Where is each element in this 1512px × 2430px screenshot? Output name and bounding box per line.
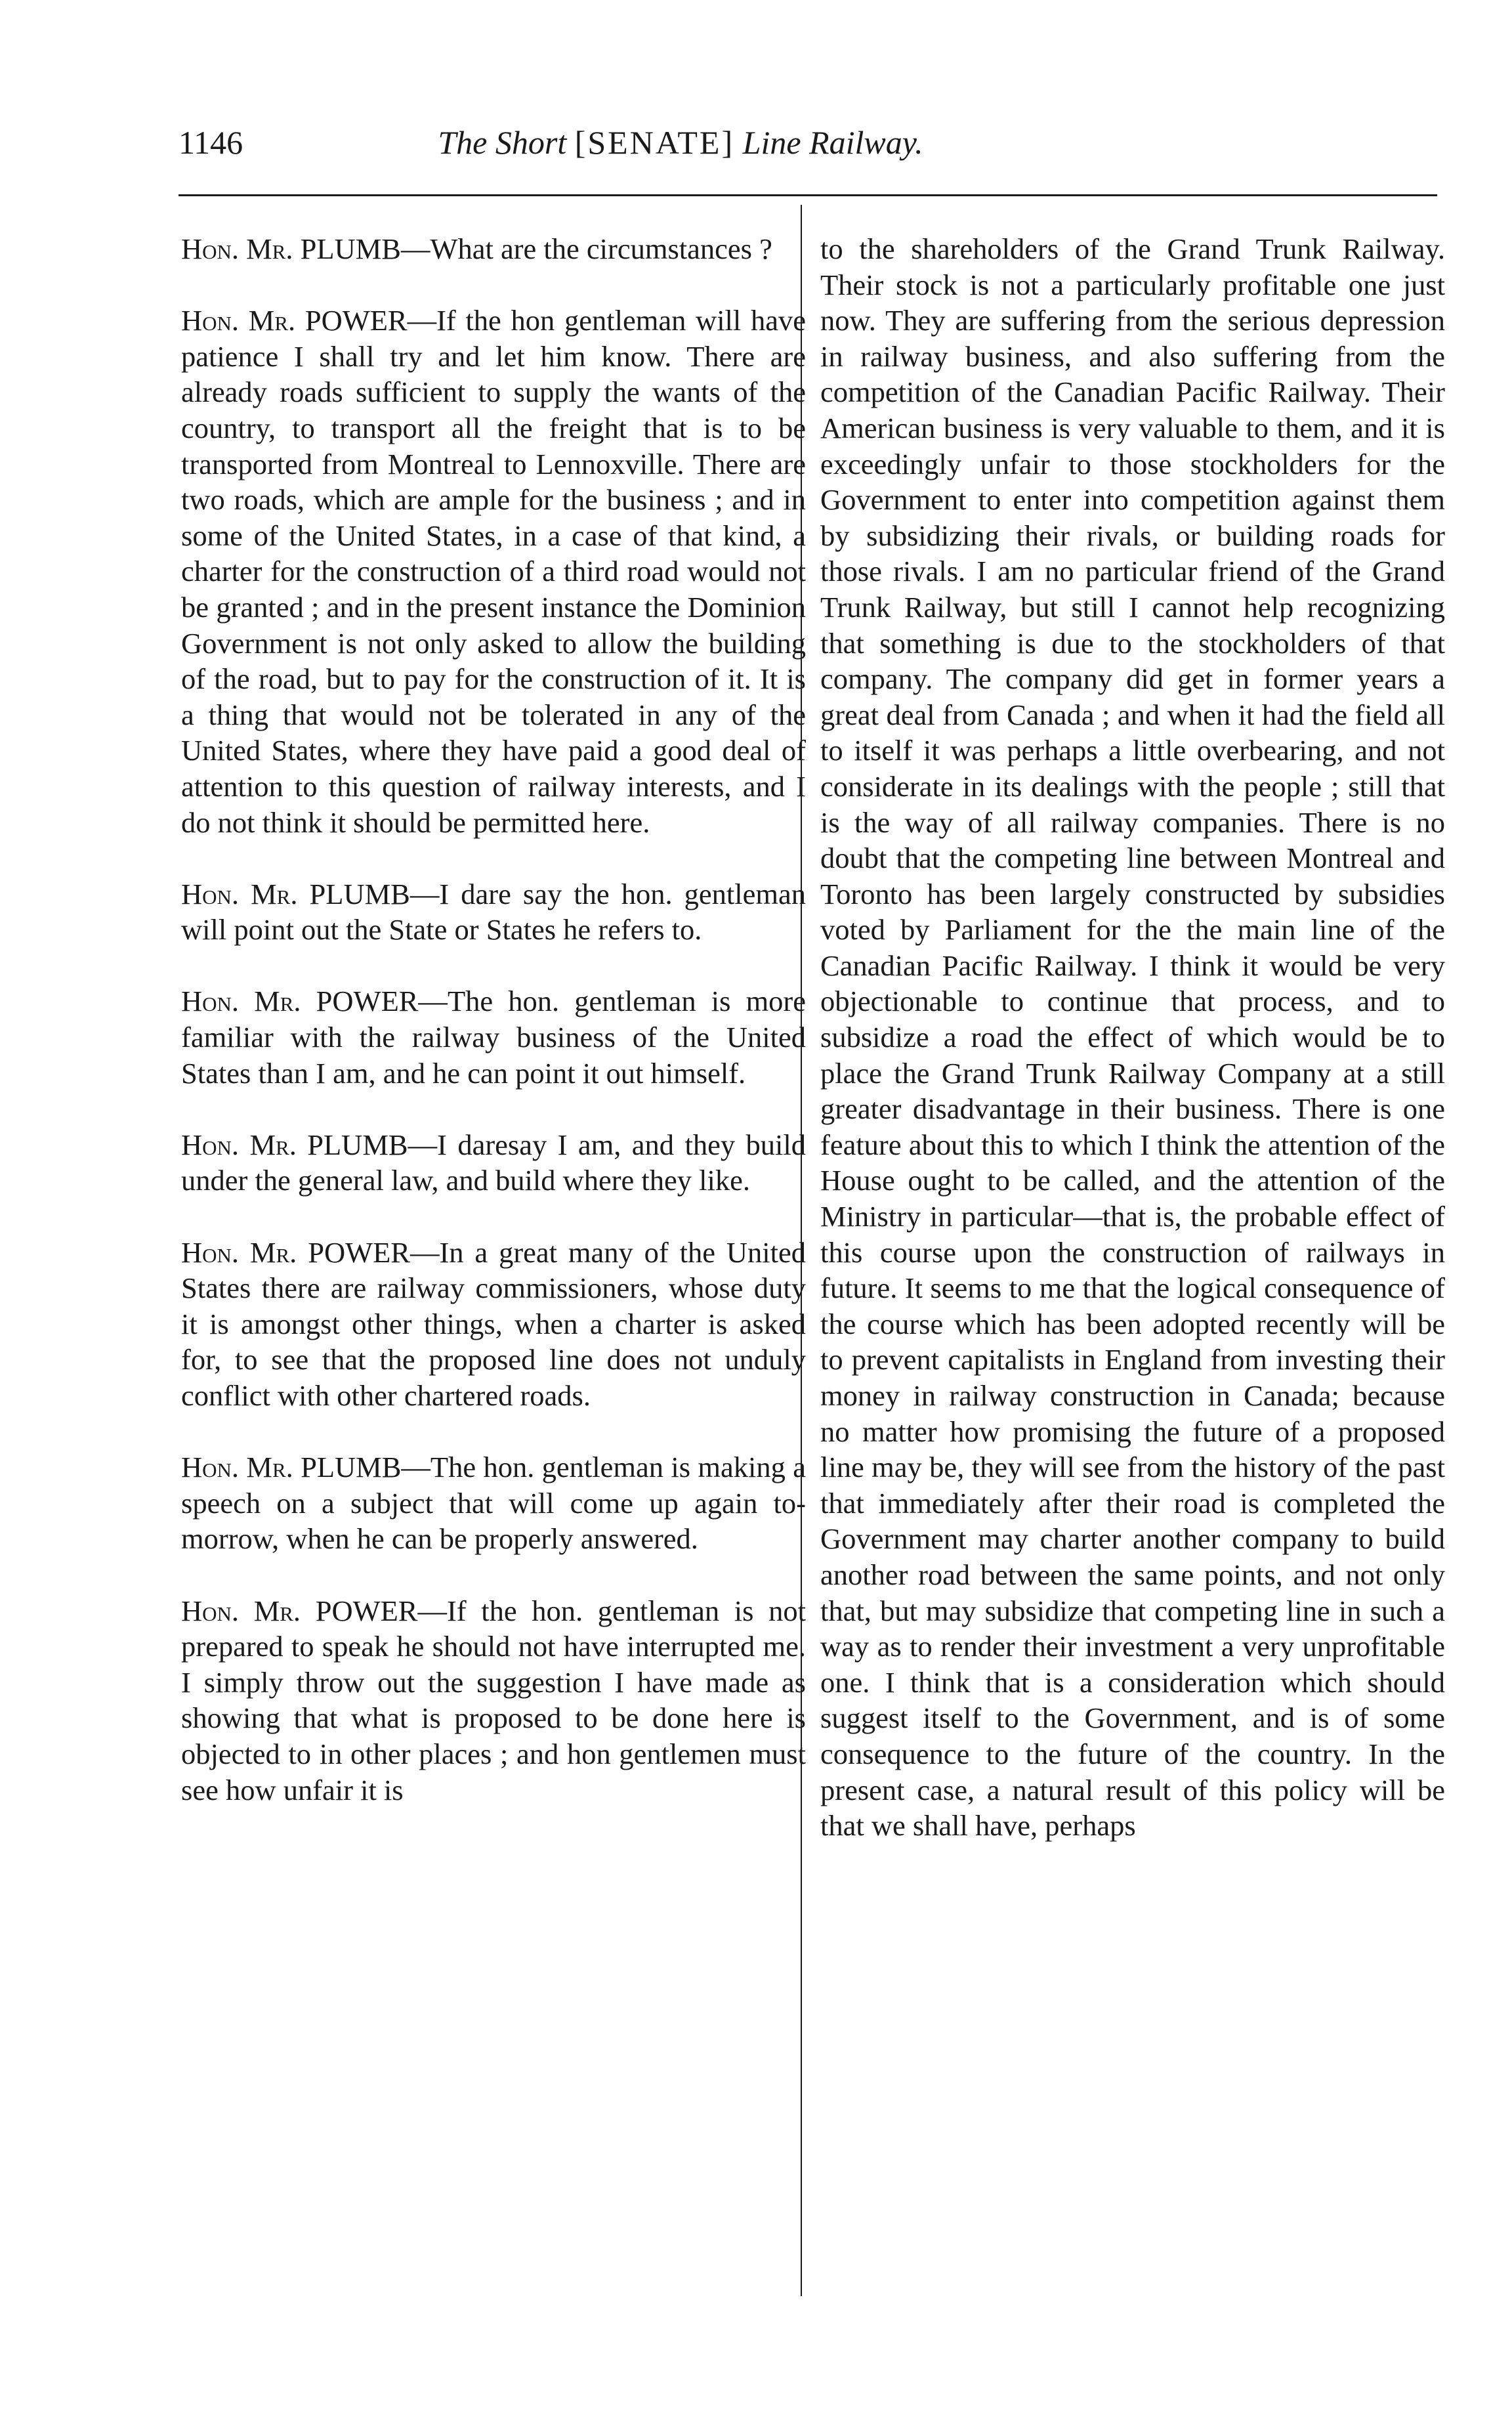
speech-text: to the shareholders of the Grand Trunk Railway. Their stock is not a particularly profitable one just now. They are suffering from the serious depression in railway business, and also suffering from the competition of the Canadian Pacific Railway. Their American business is very valuable to them, and it is exceedingly unfair to those stockholders for the Government to enter into competition against them by subsidizing their rivals, or building roads for those rivals. I am no particular friend of the Grand Trunk Railway, but still I cannot help recognizing that something is due to the stockholders of that company. The company did get in former years a great deal from Canada ; and when it had the field all to itself it was perhaps a little overbearing, and not considerate in its dealings with the people ; still that is the way of all railway companies. There is no doubt that the competing line between Montreal and Toronto has been largely constructed by subsidies voted by Parliament for the the main line of the Canadian Pacific Railway. I think it would be very objectionable to continue that process, and to subsidize a road the effect of which would be to place the Grand Trunk Railway Company at a still greater disadvantage in their business. There is one feature about this to which I think the attention of the House ought to be called, and the attention of the Ministry in particular—that is, the probable effect of this course upon the construction of railways in future. It seems to me that the logical consequence of the course which has been adopted recently will be to prevent capitalists in England from investing their money in railway construction in Canada; because no matter how promising the future of a proposed line may be, they will see from the history of the past that immediately after their road is completed the Government may charter another company to build another road between the same points, and not only that, but may subsidize that competing line in such a way as to render their investment a very unprofitable one. I think that is a consideration which should suggest itself to the Government, and is of some consequence to the future of the country. In the present case, a natural result of this policy will be that we shall have, perhaps [820,232,1445,1843]
speaker-name: Hon. Mr. PLUMB— [181,877,440,910]
speaker-name: Hon. Mr. POWER— [181,1235,440,1269]
speech-text: If the hon gentleman will have patience I shall try and let him know. There are already roads sufficient to supply the wants of the country, to transport all the freight that is to be transported from Montreal to Lennoxville. There are two roads, which are ample for the business ; and in some of the United States, in a case of that kind, a charter for the construction of a third road would not be granted ; and in the present instance the Dominion Government is not only asked to allow the building of the road, but to pay for the construction of it. It is a thing that would not be tolerated in any of the United States, where they have paid a good deal of attention to this question of railway interests, and I do not think it should be permitted here. [181,304,807,839]
speaker-name: Hon. Mr. PLUMB— [181,1451,430,1484]
speaker-name: Hon. Mr. PLUMB— [181,232,430,265]
speech-paragraph [181,983,806,1091]
speech-continuation [820,231,1445,1844]
speech-text: I daresay I am, and they build under the general law, and build where they like. [181,1128,806,1197]
speech-paragraph [181,1593,806,1808]
page-number: 1146 [178,124,243,161]
running-title-before: The Short [438,124,567,161]
speech-text: The hon. gentleman is more familiar with the railway business of the United States than I am, and he can point it out himself. [181,985,806,1090]
speaker-name: Hon. Mr. PLUMB— [181,1128,438,1161]
speech-text: If the hon. gentleman is not prepared to speak he should not have interrupted me. I simply throw out the suggestion I have made as showing that what is proposed to be done here is objected to in other places ; and hon gentlemen must see how unfair it is [181,1594,806,1806]
speaker-name: Hon. Mr. POWER— [181,985,448,1018]
speech-paragraph [181,876,806,948]
header-rule [178,194,1437,196]
speech-paragraph [181,1127,806,1199]
running-header [178,112,1183,164]
speaker-name: Hon. Mr. POWER— [181,304,437,337]
speech-paragraph [181,303,806,840]
running-title-chamber: [SENATE] [574,124,735,161]
speech-paragraph [181,1449,806,1557]
speech-text: In a great many of the United States there are railway commissioners, whose duty it is amongst other things, when a charter is asked for, to see that the proposed line does not unduly conflict with other chartered roads. [181,1235,806,1412]
right-column [820,231,1445,1844]
speech-text: The hon. gentleman is making a speech on a subject that will come up again to-morrow, when he can be properly answered. [181,1451,806,1556]
running-title [178,123,1183,161]
speech-text: I dare say the hon. gentleman will point out the State or States he refers to. [181,877,806,947]
speech-paragraph [181,1235,806,1414]
running-title-after: Line Railway. [742,124,923,161]
speech-paragraph [181,231,806,267]
speaker-name: Hon. Mr. POWER— [181,1594,447,1627]
speech-text: What are the circumstances ? [430,232,772,265]
left-column [181,231,806,1844]
